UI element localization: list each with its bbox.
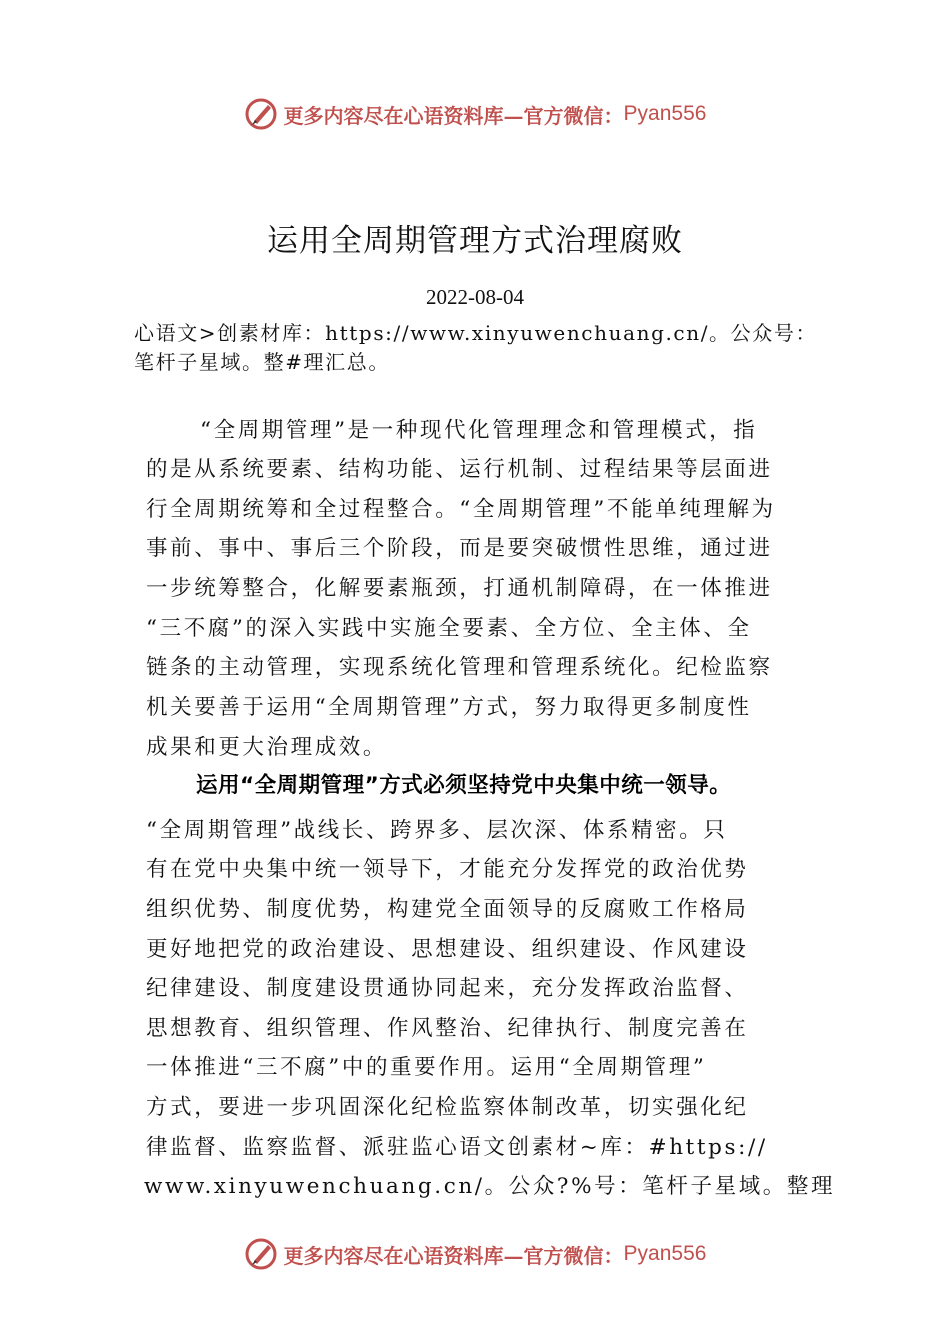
para1-line: 链条的主动管理，实现系统化管理和管理系统化。纪检监察 <box>146 655 773 680</box>
para1-line: “三不腐”的深入实践中实施全要素、全方位、全主体、全 <box>146 616 752 641</box>
document-date: 2022-08-04 <box>426 285 524 309</box>
source-line-2: 笔杆子星域。整#理汇总。 <box>134 350 390 374</box>
banner-text: 更多内容尽在心语资料库—官方微信： <box>283 103 624 128</box>
para2-line: 方式，要进一步巩固深化纪检监察体制改革，切实强化纪 <box>146 1095 749 1120</box>
para1-line: 成果和更大治理成效。 <box>146 735 388 760</box>
para1-line: 一步统筹整合，化解要素瓶颈，打通机制障碍，在一体推进 <box>146 576 773 601</box>
para2-line: 更好地把党的政治建设、思想建设、组织建设、作风建设 <box>146 937 749 962</box>
para2-line: 一体推进“三不腐”中的重要作用。运用“全周期管理” <box>146 1055 707 1080</box>
para2-line: 律监督、监察监督、派驻监心语文创素材~库：#https:// <box>146 1135 768 1160</box>
quill-logo-icon <box>244 97 278 131</box>
banner-text: 更多内容尽在心语资料库—官方微信： <box>283 1243 624 1268</box>
source-line-1: 心语文>创素材库：https://www.xinyuwenchuang.cn/。公众号： <box>134 321 818 345</box>
para2-line: 组织优势、制度优势，构建党全面领导的反腐败工作格局 <box>146 897 749 922</box>
para2-line: 纪律建设、制度建设贯通协同起来，充分发挥政治监督、 <box>146 976 749 1001</box>
para1-line: 行全周期统筹和全过程整合。“全周期管理”不能单纯理解为 <box>146 497 776 522</box>
para2-line: 思想教育、组织管理、作风整治、纪律执行、制度完善在 <box>146 1016 749 1041</box>
header-banner <box>0 94 950 134</box>
para2-line: www.xinyuwenchuang.cn/。公众?%号：笔杆子星域。整理 <box>144 1174 836 1199</box>
para1-line: 的是从系统要素、结构功能、运行机制、过程结果等层面进 <box>146 457 773 482</box>
section-heading: 运用“全周期管理”方式必须坚持党中央集中统一领导。 <box>196 773 732 798</box>
para1-line: 事前、事中、事后三个阶段，而是要突破惯性思维，通过进 <box>146 536 773 561</box>
para2-line: “全周期管理”战线长、跨界多、层次深、体系精密。只 <box>146 818 728 843</box>
banner-handle: Pyan556 <box>623 102 707 125</box>
para1-line: “全周期管理”是一种现代化管理理念和管理模式，指 <box>200 418 758 443</box>
quill-logo-icon <box>244 1237 278 1271</box>
document-title: 运用全周期管理方式治理腐败 <box>267 223 683 259</box>
footer-banner <box>0 1234 950 1274</box>
banner-handle: Pyan556 <box>623 1242 707 1265</box>
para1-line: 机关要善于运用“全周期管理”方式，努力取得更多制度性 <box>146 695 752 720</box>
para2-line: 有在党中央集中统一领导下，才能充分发挥党的政治优势 <box>146 857 749 882</box>
